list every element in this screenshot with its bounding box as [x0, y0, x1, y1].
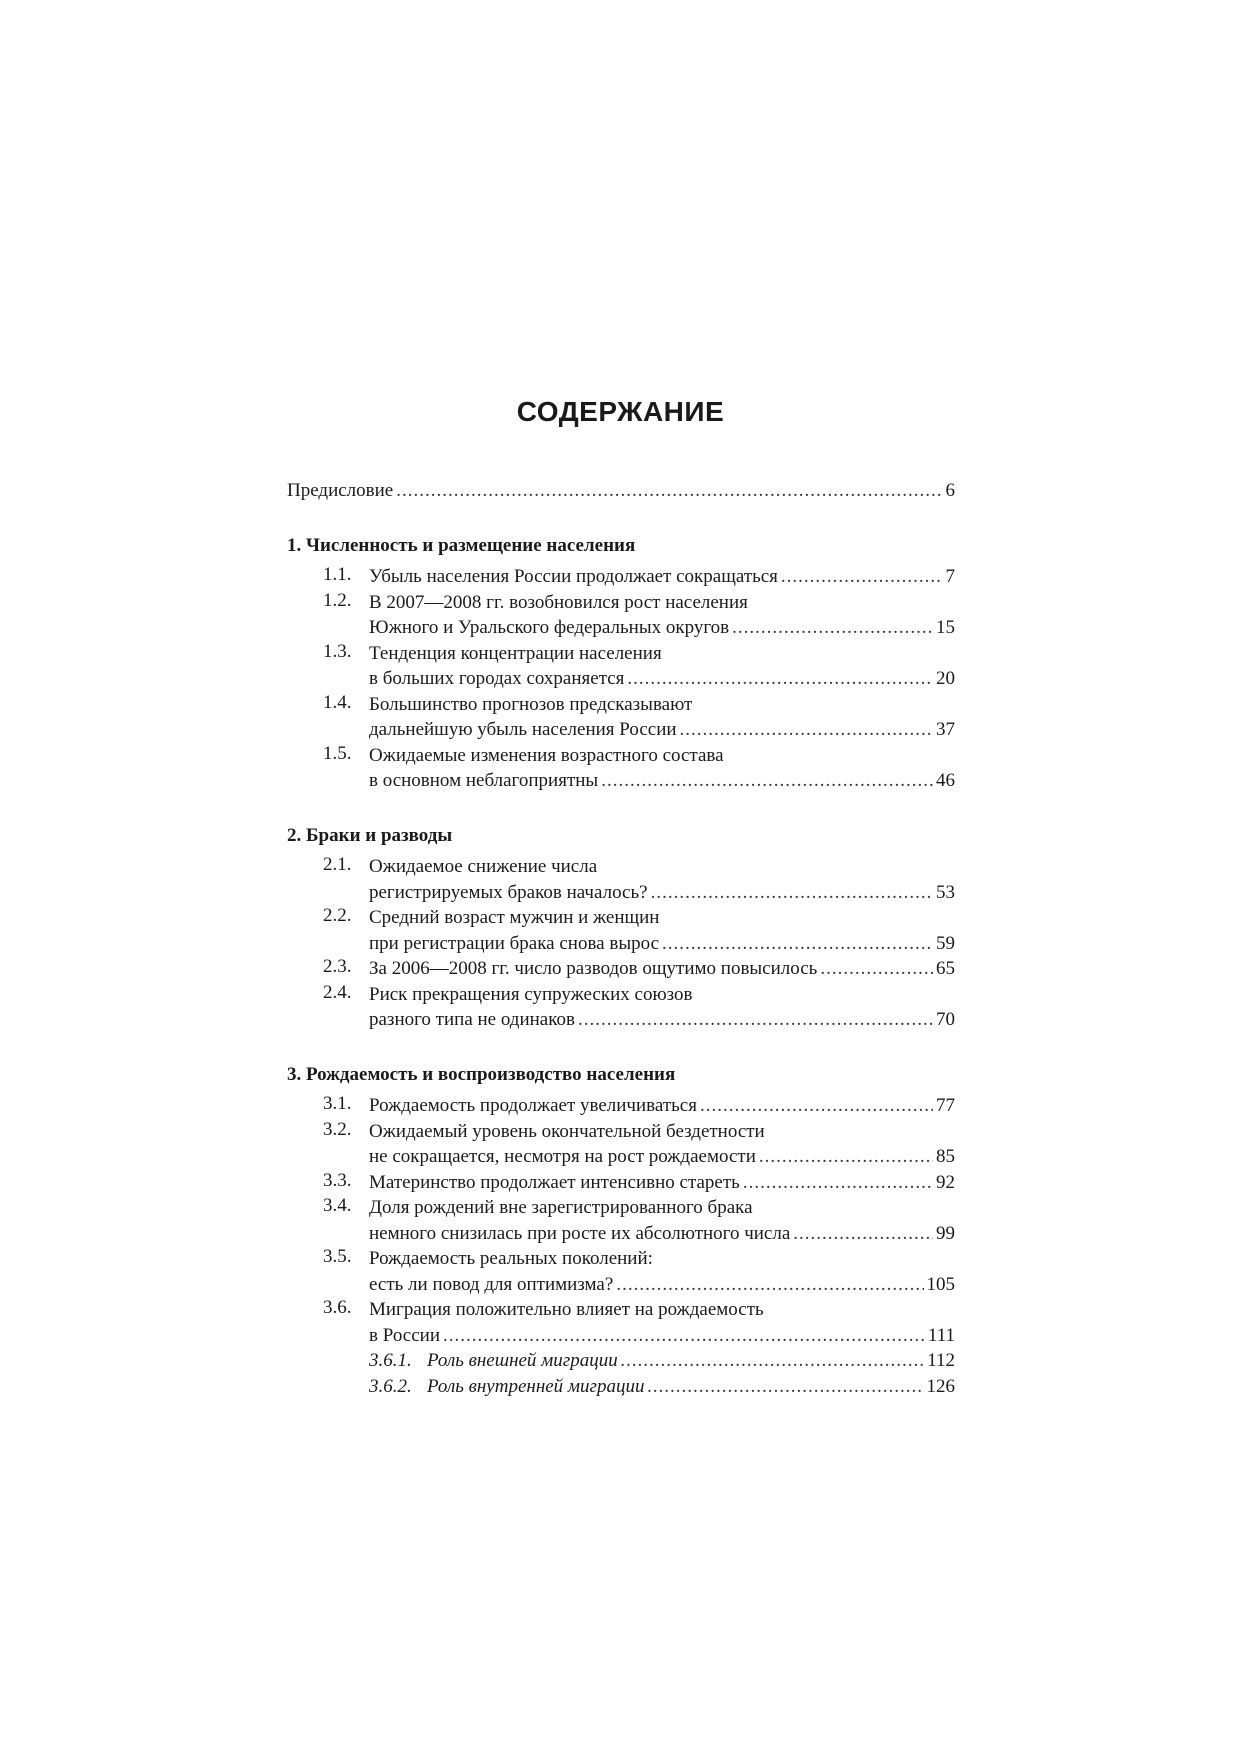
toc-subentry[interactable]	[287, 1348, 955, 1374]
entry-label: Ожидаемое снижение числа	[369, 856, 598, 877]
toc-page-number: 15	[936, 617, 955, 638]
entry-label: в основном неблагоприятны	[369, 770, 599, 791]
entry-label: есть ли повод для оптимизма?	[369, 1273, 614, 1295]
entry-label: при регистрации брака снова вырос	[369, 932, 660, 954]
entry-label: Рождаемость реальных поколений:	[369, 1248, 653, 1269]
subentry-label: Роль внутренней миграции	[427, 1375, 645, 1397]
toc-page-number: 7	[945, 566, 955, 587]
leader-dots	[680, 717, 933, 743]
toc-entry[interactable]	[287, 1170, 955, 1196]
toc-entry[interactable]	[287, 1093, 955, 1119]
toc-page-number: 111	[927, 1324, 955, 1346]
toc-page-number: 6	[945, 480, 955, 501]
section-heading: 3. Рождаемость и воспроизводство населения	[287, 1063, 676, 1085]
toc-page-number: 65	[936, 958, 955, 979]
toc-page-number: 92	[936, 1171, 955, 1193]
toc-label: Предисловие	[287, 480, 394, 501]
toc-entry[interactable]	[287, 956, 955, 982]
toc-page-number: 112	[927, 1350, 955, 1371]
entry-label: Ожидаемый уровень окончательной бездетности	[369, 1120, 765, 1142]
leader-dots	[396, 478, 942, 504]
leader-dots	[820, 956, 933, 982]
toc-entry[interactable]	[287, 590, 955, 641]
toc-entry[interactable]	[287, 1119, 955, 1170]
entry-label: Ожидаемые изменения возрастного состава	[369, 744, 724, 766]
entry-label: регистрируемых браков началось?	[369, 881, 648, 903]
entry-label: В 2007—2008 гг. возобновился рост населения	[369, 591, 748, 613]
leader-dots	[627, 666, 933, 692]
leader-dots	[647, 1374, 923, 1400]
entry-number: 1.5.	[323, 742, 352, 764]
toc-entry[interactable]	[287, 692, 955, 743]
toc-entry[interactable]	[287, 641, 955, 692]
entry-number: 1.2.	[323, 589, 352, 611]
entry-number: 3.6.	[323, 1297, 352, 1318]
entry-number: 1.3.	[323, 640, 352, 662]
entry-label: немного снизилась при росте их абсолютного числа	[369, 1222, 791, 1244]
entry-label: Убыль населения России продолжает сокращаться	[369, 566, 778, 587]
leader-dots	[578, 1007, 933, 1033]
leader-dots	[651, 880, 933, 906]
entry-number: 3.5.	[323, 1246, 352, 1267]
toc-entry[interactable]	[287, 743, 955, 794]
leader-dots	[601, 768, 933, 794]
toc-page-number: 77	[936, 1095, 955, 1116]
leader-dots	[759, 1144, 933, 1170]
entry-label: Миграция положительно влияет на рождаемость	[369, 1299, 764, 1320]
toc-page-number: 105	[926, 1273, 955, 1295]
leader-dots	[700, 1093, 933, 1119]
section-heading: 1. Численность и размещение населения	[287, 534, 636, 556]
entry-number: 3.2.	[323, 1118, 352, 1140]
entry-number: 3.3.	[323, 1169, 352, 1191]
toc-page-number: 85	[936, 1146, 955, 1167]
toc-page-number: 20	[936, 668, 955, 689]
entry-label: не сокращается, несмотря на рост рождаемости	[369, 1146, 756, 1167]
subentry-number: 3.6.2.	[369, 1375, 412, 1397]
toc-page-number: 37	[936, 719, 955, 740]
entry-label: Доля рождений вне зарегистрированного брака	[369, 1197, 753, 1218]
entry-label: Южного и Уральского федеральных округов	[369, 617, 730, 638]
toc-page-number: 46	[936, 770, 955, 791]
toc-entry[interactable]	[287, 982, 955, 1033]
leader-dots	[443, 1323, 925, 1349]
leader-dots	[781, 564, 943, 590]
toc-page-number: 126	[926, 1375, 955, 1397]
entry-number: 2.1.	[323, 854, 352, 875]
page-title: СОДЕРЖАНИЕ	[516, 396, 725, 427]
entry-number: 2.3.	[323, 956, 352, 977]
entry-number: 1.1.	[323, 564, 352, 585]
leader-dots	[616, 1272, 923, 1298]
leader-dots	[621, 1348, 924, 1374]
leader-dots	[793, 1221, 933, 1247]
table-of-contents	[287, 478, 955, 1399]
entry-label: Риск прекращения супружеских союзов	[369, 983, 693, 1005]
subentry-label: Роль внешней миграции	[427, 1350, 618, 1371]
toc-page-number: 59	[936, 932, 955, 954]
toc-entry[interactable]	[287, 1195, 955, 1246]
entry-number: 1.4.	[323, 691, 352, 713]
leader-dots	[743, 1170, 933, 1196]
toc-preface[interactable]	[287, 478, 955, 504]
toc-page-number: 99	[936, 1222, 955, 1244]
subentry-number: 3.6.1.	[369, 1350, 412, 1371]
section-heading: 2. Браки и разводы	[287, 824, 453, 846]
entry-number: 3.1.	[323, 1093, 352, 1114]
entry-label: За 2006—2008 гг. число разводов ощутимо повысилось	[369, 958, 818, 979]
toc-page-number: 70	[936, 1009, 955, 1030]
leader-dots	[732, 615, 933, 641]
toc-entry[interactable]	[287, 564, 955, 590]
toc-entry[interactable]	[287, 854, 955, 905]
entry-label: Материнство продолжает интенсивно стареть	[369, 1171, 740, 1193]
entry-label: Большинство прогнозов предсказывают	[369, 693, 693, 715]
entry-label: разного типа не одинаков	[369, 1009, 575, 1030]
entry-label: дальнейшую убыль населения России	[369, 719, 677, 740]
leader-dots	[662, 931, 933, 957]
toc-entry[interactable]	[287, 1246, 955, 1297]
entry-number: 2.2.	[323, 905, 352, 926]
entry-label: в больших городах сохраняется	[369, 668, 625, 689]
entry-label: в России	[369, 1324, 440, 1346]
toc-entry[interactable]	[287, 1297, 955, 1348]
entry-label: Средний возраст мужчин и женщин	[369, 907, 660, 928]
toc-page-number: 53	[936, 881, 955, 903]
entry-label: Рождаемость продолжает увеличиваться	[369, 1095, 697, 1116]
entry-label: Тенденция концентрации населения	[369, 642, 662, 664]
toc-subentry[interactable]	[287, 1374, 955, 1400]
entry-number: 3.4.	[323, 1195, 352, 1216]
entry-number: 2.4.	[323, 981, 352, 1003]
toc-entry[interactable]	[287, 905, 955, 956]
